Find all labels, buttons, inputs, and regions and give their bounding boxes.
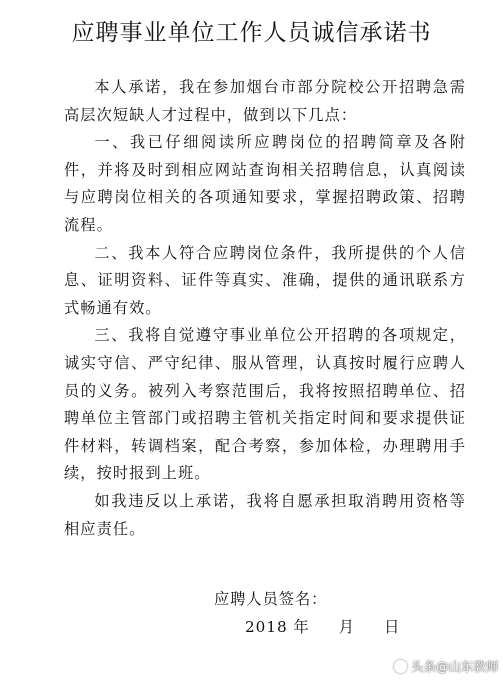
paragraph-closing: 如我违反以上承诺，我将自愿承担取消聘用资格等相应责任。 <box>64 491 466 538</box>
watermark-logo-icon <box>394 660 407 673</box>
watermark-text: 头条@山东教师 <box>411 659 499 674</box>
document-body <box>64 74 466 543</box>
signature-label: 应聘人员签名： <box>214 590 328 608</box>
paragraph-item-3: 三、我将自觉遵守事业单位公开招聘的各项规定，诚实守信、严守纪律、服从管理，认真按时履行应聘人员的义务。被列入考察范围后，我将按照招聘单位、招聘单位主管部门或招聘主管机关指定时间和要求提供证件材料，转调档案，配合考察，参加体检，办理聘用手续，按时报到上班。 <box>64 326 466 483</box>
document-title: 应聘事业单位工作人员诚信承诺书 <box>71 20 432 46</box>
paragraph-item-1: 一、我已仔细阅读所应聘岗位的招聘简章及各附件，并将及时到相应网站查询相关招聘信息，认真阅读与应聘岗位相关的各项通知要求，掌握招聘政策、招聘流程。 <box>64 133 466 234</box>
watermark <box>394 657 499 675</box>
date-line: 2018 年 月 日 <box>245 618 401 636</box>
paragraph-item-2: 二、我本人符合应聘岗位条件，我所提供的个人信息、证明资料、证件等真实、准确，提供的通讯联系方式畅通有效。 <box>64 243 466 317</box>
paragraph-intro: 本人承诺，我在参加烟台市部分院校公开招聘急需高层次短缺人才过程中，做到以下几点： <box>64 78 466 124</box>
